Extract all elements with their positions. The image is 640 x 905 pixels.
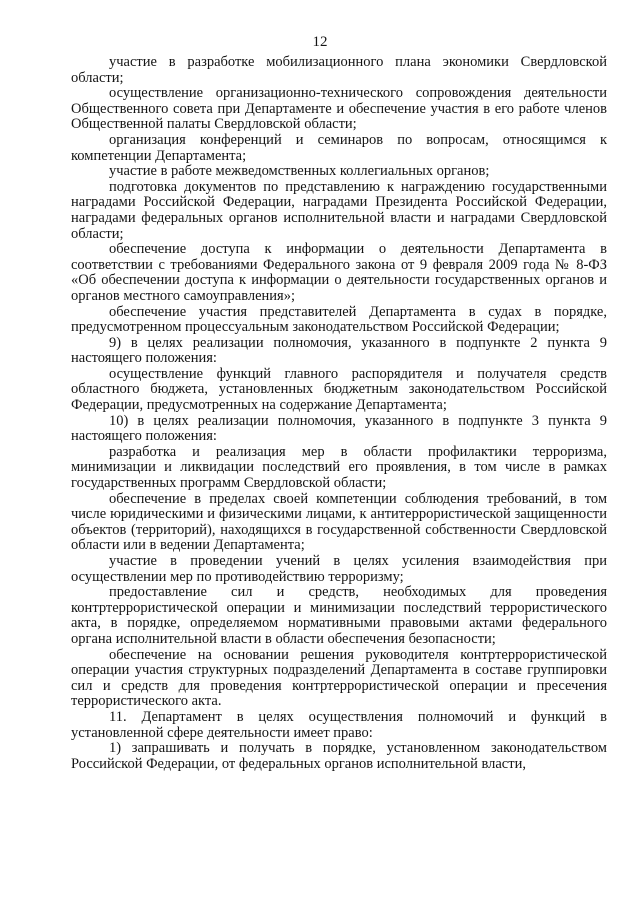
paragraph: обеспечение в пределах своей компетенции соблюдения требований, в том числе юридическими и физическими лицами, к антитеррористической защищенности объектов (территорий), находящихся в государственной собственности Свердловской области или в ведении Департамента; xyxy=(71,490,607,554)
paragraph: предоставление сил и средств, необходимых для проведения контртеррористической операции и минимизации последствий террористического акта, в порядке, определяемом нормативными правовыми актами федерального органа исполнительной власти в области обеспечения безопасности; xyxy=(71,584,607,647)
paragraph: обеспечение на основании решения руководителя контртеррористической операции участия структурных подразделений Департамента в составе группировки сил и средств для проведения контртеррористической операции и пресечения террористического акта. xyxy=(71,646,607,710)
paragraph: 1) запрашивать и получать в порядке, установленном законодательством Российской Федерации, от федеральных органов исполнительной власти, xyxy=(71,740,607,772)
paragraph: организация конференций и семинаров по вопросам, относящимся к компетенции Департамента; xyxy=(71,131,607,164)
paragraph: участие в проведении учений в целях усиления взаимодействия при осуществлении мер по противодействию терроризму; xyxy=(71,553,607,585)
document-body xyxy=(71,55,607,772)
paragraph: осуществление функций главного распорядителя и получателя средств областного бюджета, установленных бюджетным законодательством Российской Федерации, предусмотренных на содержание Департамента; xyxy=(71,365,607,414)
paragraph: обеспечение доступа к информации о деятельности Департамента в соответствии с требованиями Федерального закона от 9 февраля 2009 года № 8-ФЗ «Об обеспечении доступа к информации о деятельности государственных органов и органов местного самоуправления»; xyxy=(71,241,607,304)
paragraph: осуществление организационно-технического сопровождения деятельности Общественного совета при Департаменте и обеспечение участия в его работе членов Общественной палаты Свердловской области; xyxy=(71,85,607,133)
paragraph: разработка и реализация мер в области профилактики терроризма, минимизации и ликвидации последствий его проявления, в том числе в рамках государственных программ Свердловской области; xyxy=(71,443,607,492)
page-number: 12 xyxy=(312,34,328,50)
paragraph: обеспечение участия представителей Департамента в судах в порядке, предусмотренном процессуальным законодательством Российской Федерации; xyxy=(71,303,607,336)
paragraph: участие в работе межведомственных коллегиальных органов; xyxy=(109,163,490,180)
paragraph: 10) в целях реализации полномочия, указанного в подпункте 3 пункта 9 настоящего положения: xyxy=(71,412,607,445)
paragraph: участие в разработке мобилизационного плана экономики Свердловской области; xyxy=(71,54,607,86)
paragraph: 11. Департамент в целях осуществления полномочий и функций в установленной сфере деятельности имеет право: xyxy=(71,708,607,741)
paragraph: 9) в целях реализации полномочия, указанного в подпункте 2 пункта 9 настоящего положения: xyxy=(71,334,607,367)
paragraph: подготовка документов по представлению к награждению государственными наградами Российской Федерации, наградами Президента Российской Федерации, наградами федеральных органов исполнительной власти и наградами Свердловской области; xyxy=(71,178,607,242)
